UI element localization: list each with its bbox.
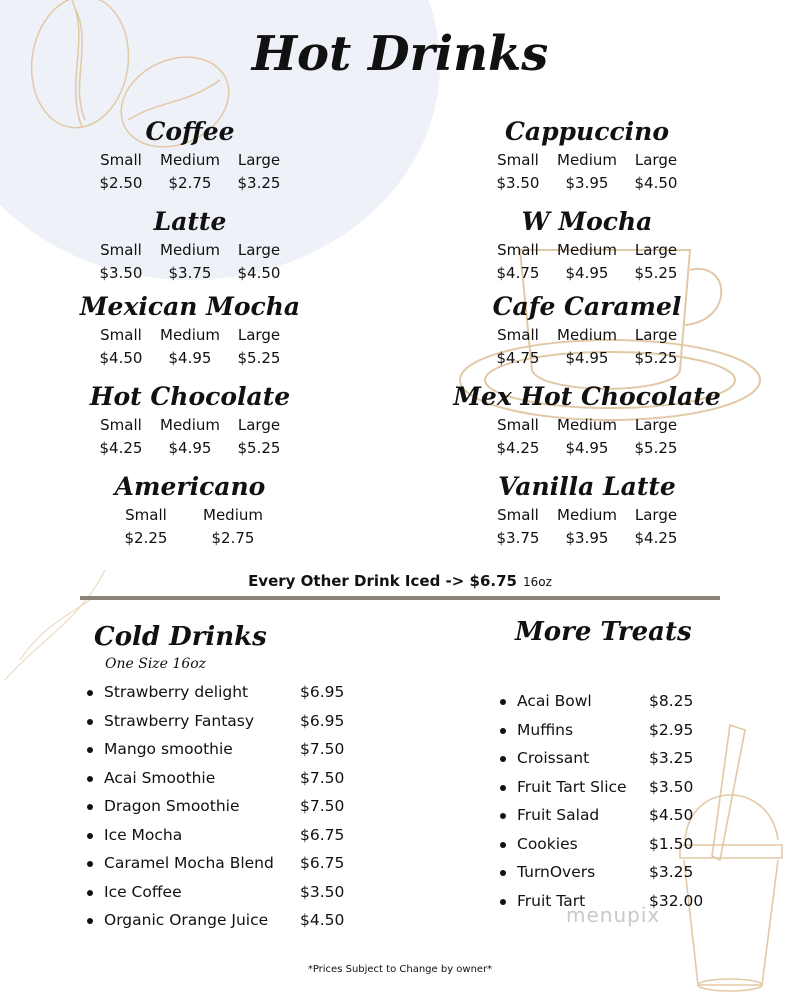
- size-label: Small: [497, 416, 539, 434]
- list-item: [517, 773, 717, 802]
- price: $2.75: [211, 529, 255, 547]
- drink-cafe-caramel: [437, 290, 737, 370]
- item-name: Cookies: [517, 834, 578, 853]
- price: $4.95: [565, 349, 609, 367]
- item-name: Acai Bowl: [517, 692, 592, 710]
- drink-w-mocha: [437, 205, 737, 285]
- price: $2.75: [168, 174, 212, 192]
- cold-drinks-subtitle: One Size 16oz: [105, 656, 207, 672]
- bullet-icon: [500, 899, 506, 905]
- price: $2.25: [124, 529, 168, 547]
- price: $3.95: [565, 174, 609, 192]
- item-name: Fruit Tart: [517, 891, 586, 910]
- size-label: Large: [237, 416, 281, 434]
- size-label: Medium: [557, 241, 617, 259]
- price: $3.75: [496, 529, 540, 547]
- size-label: Medium: [160, 326, 220, 344]
- bullet-icon: [500, 699, 506, 705]
- item-name: Fruit Salad: [517, 806, 600, 824]
- size-label: Medium: [557, 506, 617, 524]
- price: $3.95: [565, 529, 609, 547]
- drink-americano: [40, 470, 340, 550]
- price: $5.25: [634, 349, 678, 367]
- item-name: Strawberry Fantasy: [104, 711, 255, 730]
- item-name: Caramel Mocha Blend: [104, 854, 274, 872]
- size-label: Medium: [160, 416, 220, 434]
- list-item: [104, 821, 364, 850]
- price: $2.50: [99, 174, 143, 192]
- item-name: TurnOvers: [517, 863, 596, 881]
- item-name: Ice Coffee: [104, 882, 182, 901]
- cold-drinks-title: Cold Drinks: [94, 622, 267, 652]
- list-item: [517, 830, 717, 859]
- size-label: Small: [100, 326, 142, 344]
- section-divider: [80, 596, 720, 600]
- bullet-icon: [87, 719, 93, 725]
- item-name: Organic Orange Juice: [104, 911, 269, 929]
- size-label: Large: [634, 151, 678, 169]
- price: $4.25: [496, 439, 540, 457]
- list-item: [104, 906, 364, 935]
- price: $4.25: [634, 529, 678, 547]
- price: $4.50: [237, 264, 281, 282]
- bullet-icon: [500, 842, 506, 848]
- size-label: Medium: [160, 241, 220, 259]
- drink-name: Latte: [153, 207, 227, 236]
- list-item: [517, 716, 717, 745]
- price: $3.25: [237, 174, 281, 192]
- bullet-icon: [500, 728, 506, 734]
- price: $4.95: [565, 439, 609, 457]
- item-name: Fruit Tart Slice: [517, 777, 627, 796]
- list-item: [517, 801, 717, 830]
- price: $5.25: [237, 349, 281, 367]
- item-name: Croissant: [517, 749, 590, 767]
- item-price: $4.50: [649, 806, 694, 824]
- price: $4.50: [99, 349, 143, 367]
- list-item: [517, 858, 717, 887]
- price: $4.75: [496, 349, 540, 367]
- item-price: $6.75: [300, 825, 345, 844]
- iced-note-size: 16oz: [523, 575, 552, 589]
- item-price: $2.95: [649, 720, 694, 739]
- item-price: $3.25: [649, 749, 694, 767]
- cold-drinks-list: [104, 678, 364, 935]
- drink-mexican-mocha: [40, 290, 340, 370]
- item-name: Muffins: [517, 720, 574, 739]
- item-price: $7.50: [300, 797, 345, 815]
- list-item: [104, 878, 364, 907]
- price: $5.25: [237, 439, 281, 457]
- list-item: [104, 792, 364, 821]
- size-label: Small: [100, 151, 142, 169]
- item-price: $1.50: [649, 834, 694, 853]
- size-label: Large: [237, 151, 281, 169]
- item-name: Acai Smoothie: [104, 768, 216, 787]
- bullet-icon: [500, 870, 506, 876]
- item-name: Ice Mocha: [104, 825, 183, 844]
- size-label: Large: [634, 416, 678, 434]
- bullet-icon: [87, 776, 93, 782]
- iced-note-text: Every Other Drink Iced ->: [248, 572, 470, 590]
- price: $4.50: [634, 174, 678, 192]
- bullet-icon: [87, 918, 93, 924]
- list-item: [104, 764, 364, 793]
- item-price: $4.50: [300, 911, 345, 929]
- bullet-icon: [87, 890, 93, 896]
- bullet-icon: [87, 804, 93, 810]
- size-label: Small: [497, 241, 539, 259]
- size-label: Large: [237, 241, 281, 259]
- drink-name: Hot Chocolate: [89, 382, 291, 411]
- size-label: Small: [100, 416, 142, 434]
- more-treats-list: [517, 687, 717, 915]
- price: $3.50: [496, 174, 540, 192]
- drink-name: Cafe Caramel: [492, 292, 682, 321]
- bullet-icon: [87, 690, 93, 696]
- item-price: $8.25: [649, 692, 694, 710]
- footer-note: *Prices Subject to Change by owner*: [307, 964, 493, 975]
- list-item: [517, 687, 717, 716]
- bullet-icon: [500, 785, 506, 791]
- drink-latte: [40, 205, 340, 285]
- bullet-icon: [500, 756, 506, 762]
- size-label: Small: [125, 506, 167, 524]
- more-treats-title: More Treats: [515, 617, 692, 647]
- size-label: Small: [497, 506, 539, 524]
- list-item: [104, 678, 364, 707]
- drink-name: Mex Hot Chocolate: [453, 382, 721, 411]
- price: $4.95: [168, 349, 212, 367]
- bullet-icon: [87, 833, 93, 839]
- item-name: Strawberry delight: [104, 683, 249, 701]
- item-name: Mango smoothie: [104, 740, 233, 758]
- list-item: [104, 707, 364, 736]
- drink-vanilla-latte: [437, 470, 737, 550]
- item-price: $6.95: [300, 711, 345, 730]
- size-label: Large: [634, 326, 678, 344]
- item-name: Dragon Smoothie: [104, 797, 240, 815]
- item-price: $3.50: [300, 882, 345, 901]
- item-price: $32.00: [649, 891, 704, 910]
- item-price: $3.25: [649, 863, 694, 881]
- size-label: Small: [497, 326, 539, 344]
- price: $3.75: [168, 264, 212, 282]
- page-title: Hot Drinks: [251, 26, 549, 82]
- item-price: $6.75: [300, 854, 345, 872]
- iced-note-price: $6.75: [469, 572, 517, 590]
- bullet-icon: [87, 861, 93, 867]
- size-label: Large: [237, 326, 281, 344]
- iced-drink-note: [0, 572, 800, 590]
- drink-name: Vanilla Latte: [498, 472, 676, 501]
- drink-name: W Mocha: [521, 207, 653, 236]
- price: $3.50: [99, 264, 143, 282]
- watermark: menupix: [566, 903, 661, 927]
- drink-name: Coffee: [145, 117, 235, 146]
- bullet-icon: [87, 747, 93, 753]
- size-label: Medium: [557, 326, 617, 344]
- size-label: Medium: [557, 151, 617, 169]
- list-item: [517, 744, 717, 773]
- item-price: $3.50: [649, 777, 694, 796]
- bullet-icon: [500, 813, 506, 819]
- item-price: $6.95: [300, 683, 345, 701]
- list-item: [104, 849, 364, 878]
- drink-hot-chocolate: [40, 380, 340, 460]
- drink-cappuccino: [437, 115, 737, 195]
- price: $4.95: [565, 264, 609, 282]
- price: $5.25: [634, 439, 678, 457]
- item-price: $7.50: [300, 768, 345, 787]
- size-label: Medium: [160, 151, 220, 169]
- size-label: Small: [100, 241, 142, 259]
- price: $4.95: [168, 439, 212, 457]
- size-label: Small: [497, 151, 539, 169]
- list-item: [104, 735, 364, 764]
- drink-coffee: [40, 115, 340, 195]
- price: $4.25: [99, 439, 143, 457]
- size-label: Large: [634, 506, 678, 524]
- drink-name: Cappuccino: [504, 117, 670, 146]
- drink-mex-hot-chocolate: [437, 380, 737, 460]
- size-label: Large: [634, 241, 678, 259]
- price: $4.75: [496, 264, 540, 282]
- size-label: Medium: [557, 416, 617, 434]
- price: $5.25: [634, 264, 678, 282]
- drink-name: Americano: [114, 472, 266, 501]
- item-price: $7.50: [300, 740, 345, 758]
- size-label: Medium: [203, 506, 263, 524]
- drink-name: Mexican Mocha: [79, 292, 301, 321]
